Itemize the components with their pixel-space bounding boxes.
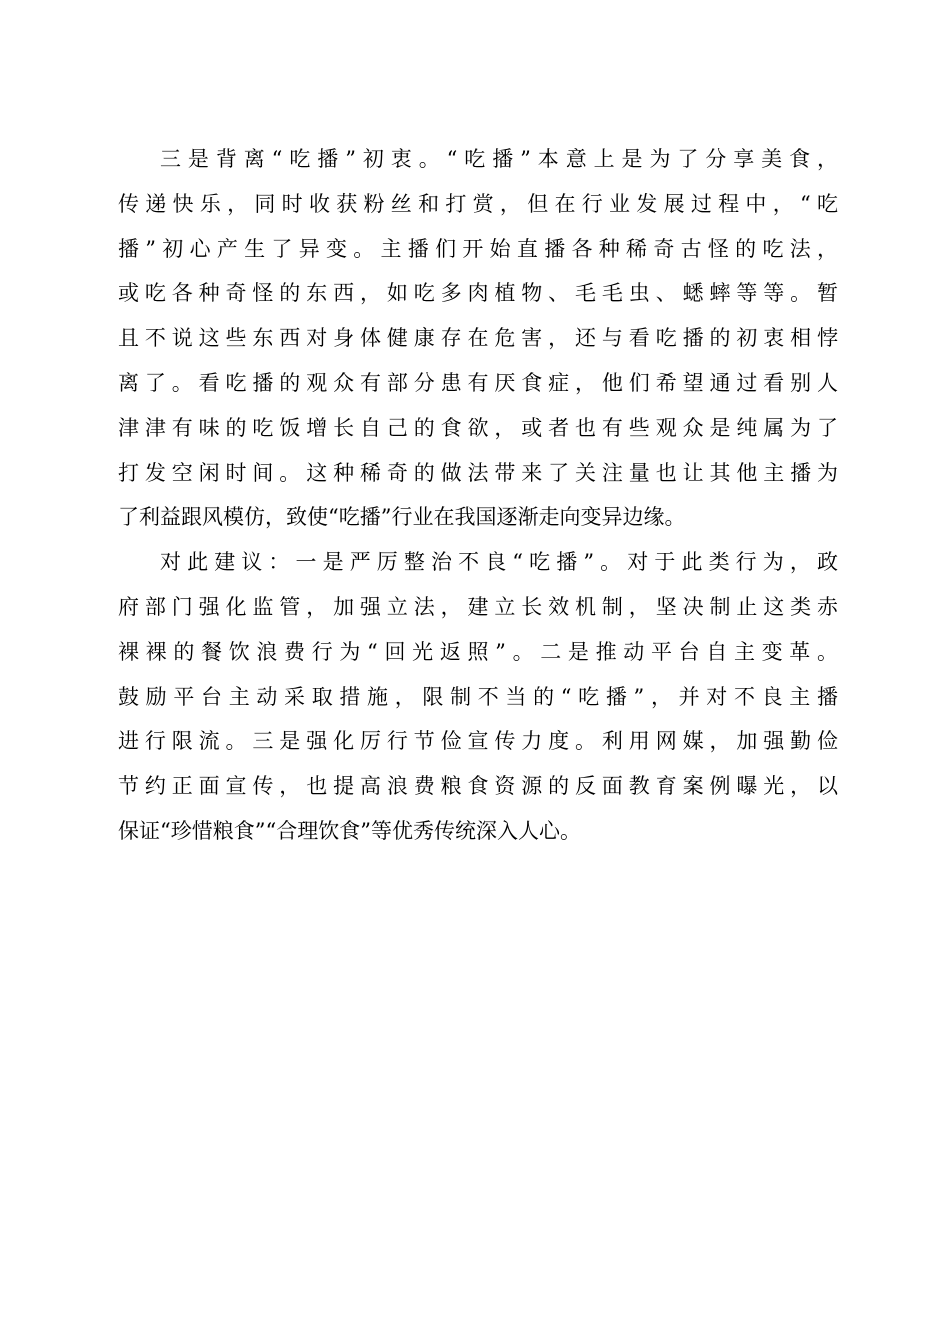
paragraph-line: 了利益跟风模仿，致使“吃播”行业在我国逐渐走向变异边缘。 xyxy=(118,505,686,530)
paragraph-line: 府部门强化监管，加强立法，建立长效机制，坚决制止这类赤 xyxy=(118,594,838,619)
paragraph-line: 津津有味的吃饭增长自己的食欲，或者也有些观众是纯属为了 xyxy=(118,415,838,440)
paragraph-2 xyxy=(118,540,838,854)
paragraph-1 xyxy=(118,137,838,540)
paragraph-line: 且不说这些东西对身体健康存在危害，还与看吃播的初衷相悖 xyxy=(118,326,838,351)
paragraph-line: 或吃各种奇怪的东西，如吃多肉植物、毛毛虫、蟋蟀等等。暂 xyxy=(118,281,838,306)
paragraph-line: 进行限流。三是强化厉行节俭宣传力度。利用网媒，加强勤俭 xyxy=(118,729,838,754)
paragraph-line: 鼓励平台主动采取措施，限制不当的“吃播”，并对不良主播 xyxy=(118,684,838,709)
paragraph-line: 裸裸的餐饮浪费行为“回光返照”。二是推动平台自主变革。 xyxy=(118,639,838,664)
paragraph-line: 节约正面宣传，也提高浪费粮食资源的反面教育案例曝光，以 xyxy=(118,774,838,799)
paragraph-line: 离了。看吃播的观众有部分患有厌食症，他们希望通过看别人 xyxy=(118,370,838,395)
paragraph-line: 播”初心产生了异变。主播们开始直播各种稀奇古怪的吃法， xyxy=(118,236,838,261)
paragraph-line: 打发空闲时间。这种稀奇的做法带来了关注量也让其他主播为 xyxy=(118,460,838,485)
paragraph-line: 对此建议：一是严厉整治不良“吃播”。对于此类行为，政 xyxy=(160,550,838,575)
paragraph-line: 保证“珍惜粮食”“合理饮食”等优秀传统深入人心。 xyxy=(118,818,581,843)
paragraph-line: 三是背离“吃播”初衷。“吃播”本意上是为了分享美食， xyxy=(160,147,838,171)
document-body xyxy=(118,137,838,854)
paragraph-line: 传递快乐，同时收获粉丝和打赏，但在行业发展过程中，“吃 xyxy=(118,191,838,216)
